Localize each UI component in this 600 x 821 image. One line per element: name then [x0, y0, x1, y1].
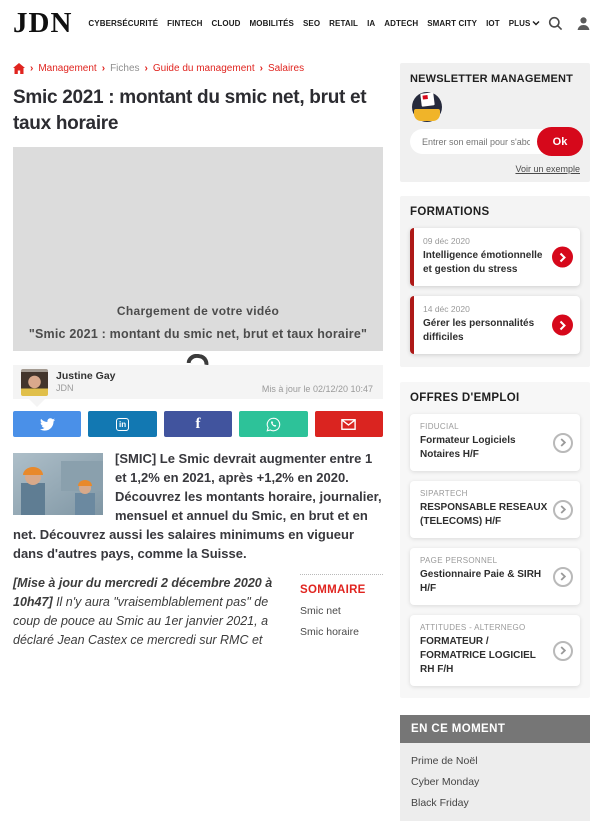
nav-item-fintech[interactable]: FINTECH [167, 18, 203, 28]
author-box [13, 365, 383, 399]
nav-item-cybersecurite[interactable]: CYBERSÉCURITÉ [88, 18, 159, 28]
article-intro [13, 450, 383, 563]
email-icon [341, 419, 356, 430]
facebook-icon: f [195, 415, 201, 432]
newsletter-title: NEWSLETTER MANAGEMENT [410, 73, 574, 85]
breadcrumb-separator: › [30, 63, 34, 74]
job-company: ATTITUDES - ALTERNEGO [420, 623, 526, 632]
formation-date: 09 déc 2020 [423, 236, 470, 246]
moment-item-black-friday[interactable]: Black Friday [411, 797, 469, 809]
search-icon[interactable] [548, 16, 563, 31]
arrow-right-icon[interactable] [552, 247, 573, 268]
loading-spinner-icon [187, 353, 210, 365]
job-card[interactable] [410, 481, 580, 538]
chevron-right-icon[interactable] [553, 567, 573, 587]
formation-card[interactable] [410, 296, 580, 354]
formations-title: FORMATIONS [410, 206, 490, 218]
breadcrumb-separator: › [259, 63, 263, 74]
arrow-right-icon[interactable] [552, 315, 573, 336]
share-linkedin-button[interactable] [88, 411, 156, 437]
update-label: [Mise à jour du mercredi 2 décembre 2020 à 10h47] [13, 576, 273, 610]
sommaire-title: SOMMAIRE [300, 584, 366, 597]
share-whatsapp-button[interactable] [239, 411, 307, 437]
video-loading-title: "Smic 2021 : montant du smic net, brut et taux horaire" [28, 327, 368, 342]
sidebar [400, 46, 590, 821]
nav-item-mobilites[interactable]: MOBILITÉS [249, 18, 294, 28]
breadcrumb [13, 63, 383, 74]
breadcrumb-separator: › [144, 63, 148, 74]
chevron-right-icon[interactable] [553, 433, 573, 453]
update-paragraph [13, 574, 287, 649]
nav-item-cloud[interactable]: CLOUD [211, 18, 241, 28]
job-label: RESPONSABLE RESEAUX (TELECOMS) H/F [420, 502, 548, 527]
nav-item-plus-label: PLUS [508, 18, 531, 28]
nav-item-ia[interactable]: IA [367, 18, 376, 28]
moment-item-cyber-monday[interactable]: Cyber Monday [411, 776, 480, 788]
nav-item-plus[interactable] [509, 19, 541, 28]
author-avatar[interactable] [21, 369, 48, 396]
formation-label: Gérer les personnalités difficiles [423, 318, 535, 343]
job-company: FIDUCIAL [420, 422, 459, 431]
newsletter-submit-button[interactable]: Ok [537, 127, 583, 156]
breadcrumb-guide-du-management[interactable]: Guide du management [152, 63, 255, 74]
nav-item-retail[interactable]: RETAIL [329, 18, 359, 28]
whatsapp-icon [266, 417, 281, 432]
job-label: Gestionnaire Paie & SIRH H/F [420, 569, 542, 594]
jobs-section [400, 382, 590, 698]
update-text: Il n'y aura "vraisemblablement pas" de coup de pouce au Smic au 1er janvier 2021, a déclaré Jean Castex ce mercredi sur RMC et [13, 595, 269, 647]
sommaire-item-smic-horaire[interactable]: Smic horaire [300, 626, 359, 639]
updated-timestamp: Mis à jour le 02/12/20 10:47 [261, 384, 373, 395]
formation-date: 14 déc 2020 [423, 304, 470, 314]
newsletter-icon [412, 92, 442, 122]
nav-item-seo[interactable]: SEO [302, 18, 321, 28]
newsletter-box [400, 63, 590, 182]
job-company: SIPARTECH [420, 489, 468, 498]
breadcrumb-fiches[interactable]: Fiches [110, 63, 140, 74]
en-ce-moment-title: EN CE MOMENT [400, 715, 590, 743]
share-facebook-button[interactable] [164, 411, 232, 437]
author-org: JDN [56, 383, 74, 394]
video-player-placeholder[interactable] [13, 147, 383, 351]
chevron-right-icon[interactable] [553, 500, 573, 520]
header-icons [548, 16, 591, 31]
share-email-button[interactable] [315, 411, 383, 437]
jobs-title: OFFRES D'EMPLOI [410, 392, 520, 404]
home-icon[interactable] [13, 63, 25, 74]
formation-card[interactable] [410, 228, 580, 286]
breadcrumb-salaires[interactable]: Salaires [267, 63, 305, 74]
top-nav-bar [0, 0, 600, 46]
share-twitter-button[interactable] [13, 411, 81, 437]
user-icon[interactable] [576, 16, 591, 31]
twitter-icon [40, 418, 55, 431]
newsletter-example-link[interactable]: Voir un exemple [515, 164, 580, 174]
jdn-logo[interactable]: JDN [13, 6, 73, 39]
chevron-down-icon [532, 20, 540, 26]
breadcrumb-separator: › [101, 63, 106, 74]
job-label: Formateur Logiciels Notaires H/F [420, 435, 516, 460]
nav-item-iot[interactable]: IOT [486, 18, 500, 28]
nav-item-smart-city[interactable]: SMART CITY [427, 18, 478, 28]
main-nav [88, 19, 540, 28]
video-loading-text: Chargement de votre vidéo [116, 304, 280, 319]
moment-item-prime-de-noel[interactable]: Prime de Noël [411, 755, 478, 767]
main-column [13, 46, 383, 821]
job-card[interactable] [410, 615, 580, 686]
breadcrumb-management[interactable]: Management [38, 63, 97, 74]
page-title: Smic 2021 : montant du smic net, brut et taux horaire [13, 87, 367, 134]
formation-label: Intelligence émotionnelle et gestion du stress [423, 250, 543, 275]
chevron-right-icon[interactable] [553, 641, 573, 661]
en-ce-moment-section [400, 715, 590, 821]
job-card[interactable] [410, 548, 580, 605]
job-company: PAGE PERSONNEL [420, 556, 498, 565]
article-image[interactable] [13, 453, 103, 515]
formations-section [400, 196, 590, 367]
linkedin-icon: in [116, 418, 129, 431]
job-card[interactable] [410, 414, 580, 471]
job-label: FORMATEUR / FORMATRICE LOGICIEL RH F/H [420, 636, 536, 675]
share-bar [13, 411, 383, 437]
sommaire-item-smic-net[interactable]: Smic net [300, 605, 341, 618]
nav-item-adtech[interactable]: ADTECH [384, 18, 419, 28]
intro-text: [SMIC] Le Smic devrait augmenter entre 1 et 1,2% en 2021, après +1,2% en 2020. Découvrez les montants horaire, journalier, mensuel et annuel du Smic, en brut et en net. Découvrez aussi les salaires minimums en vigueur dans d'autres pays, comme la Suisse. [13, 451, 382, 561]
sommaire-box [300, 574, 383, 649]
author-name[interactable]: Justine Gay [56, 369, 116, 382]
